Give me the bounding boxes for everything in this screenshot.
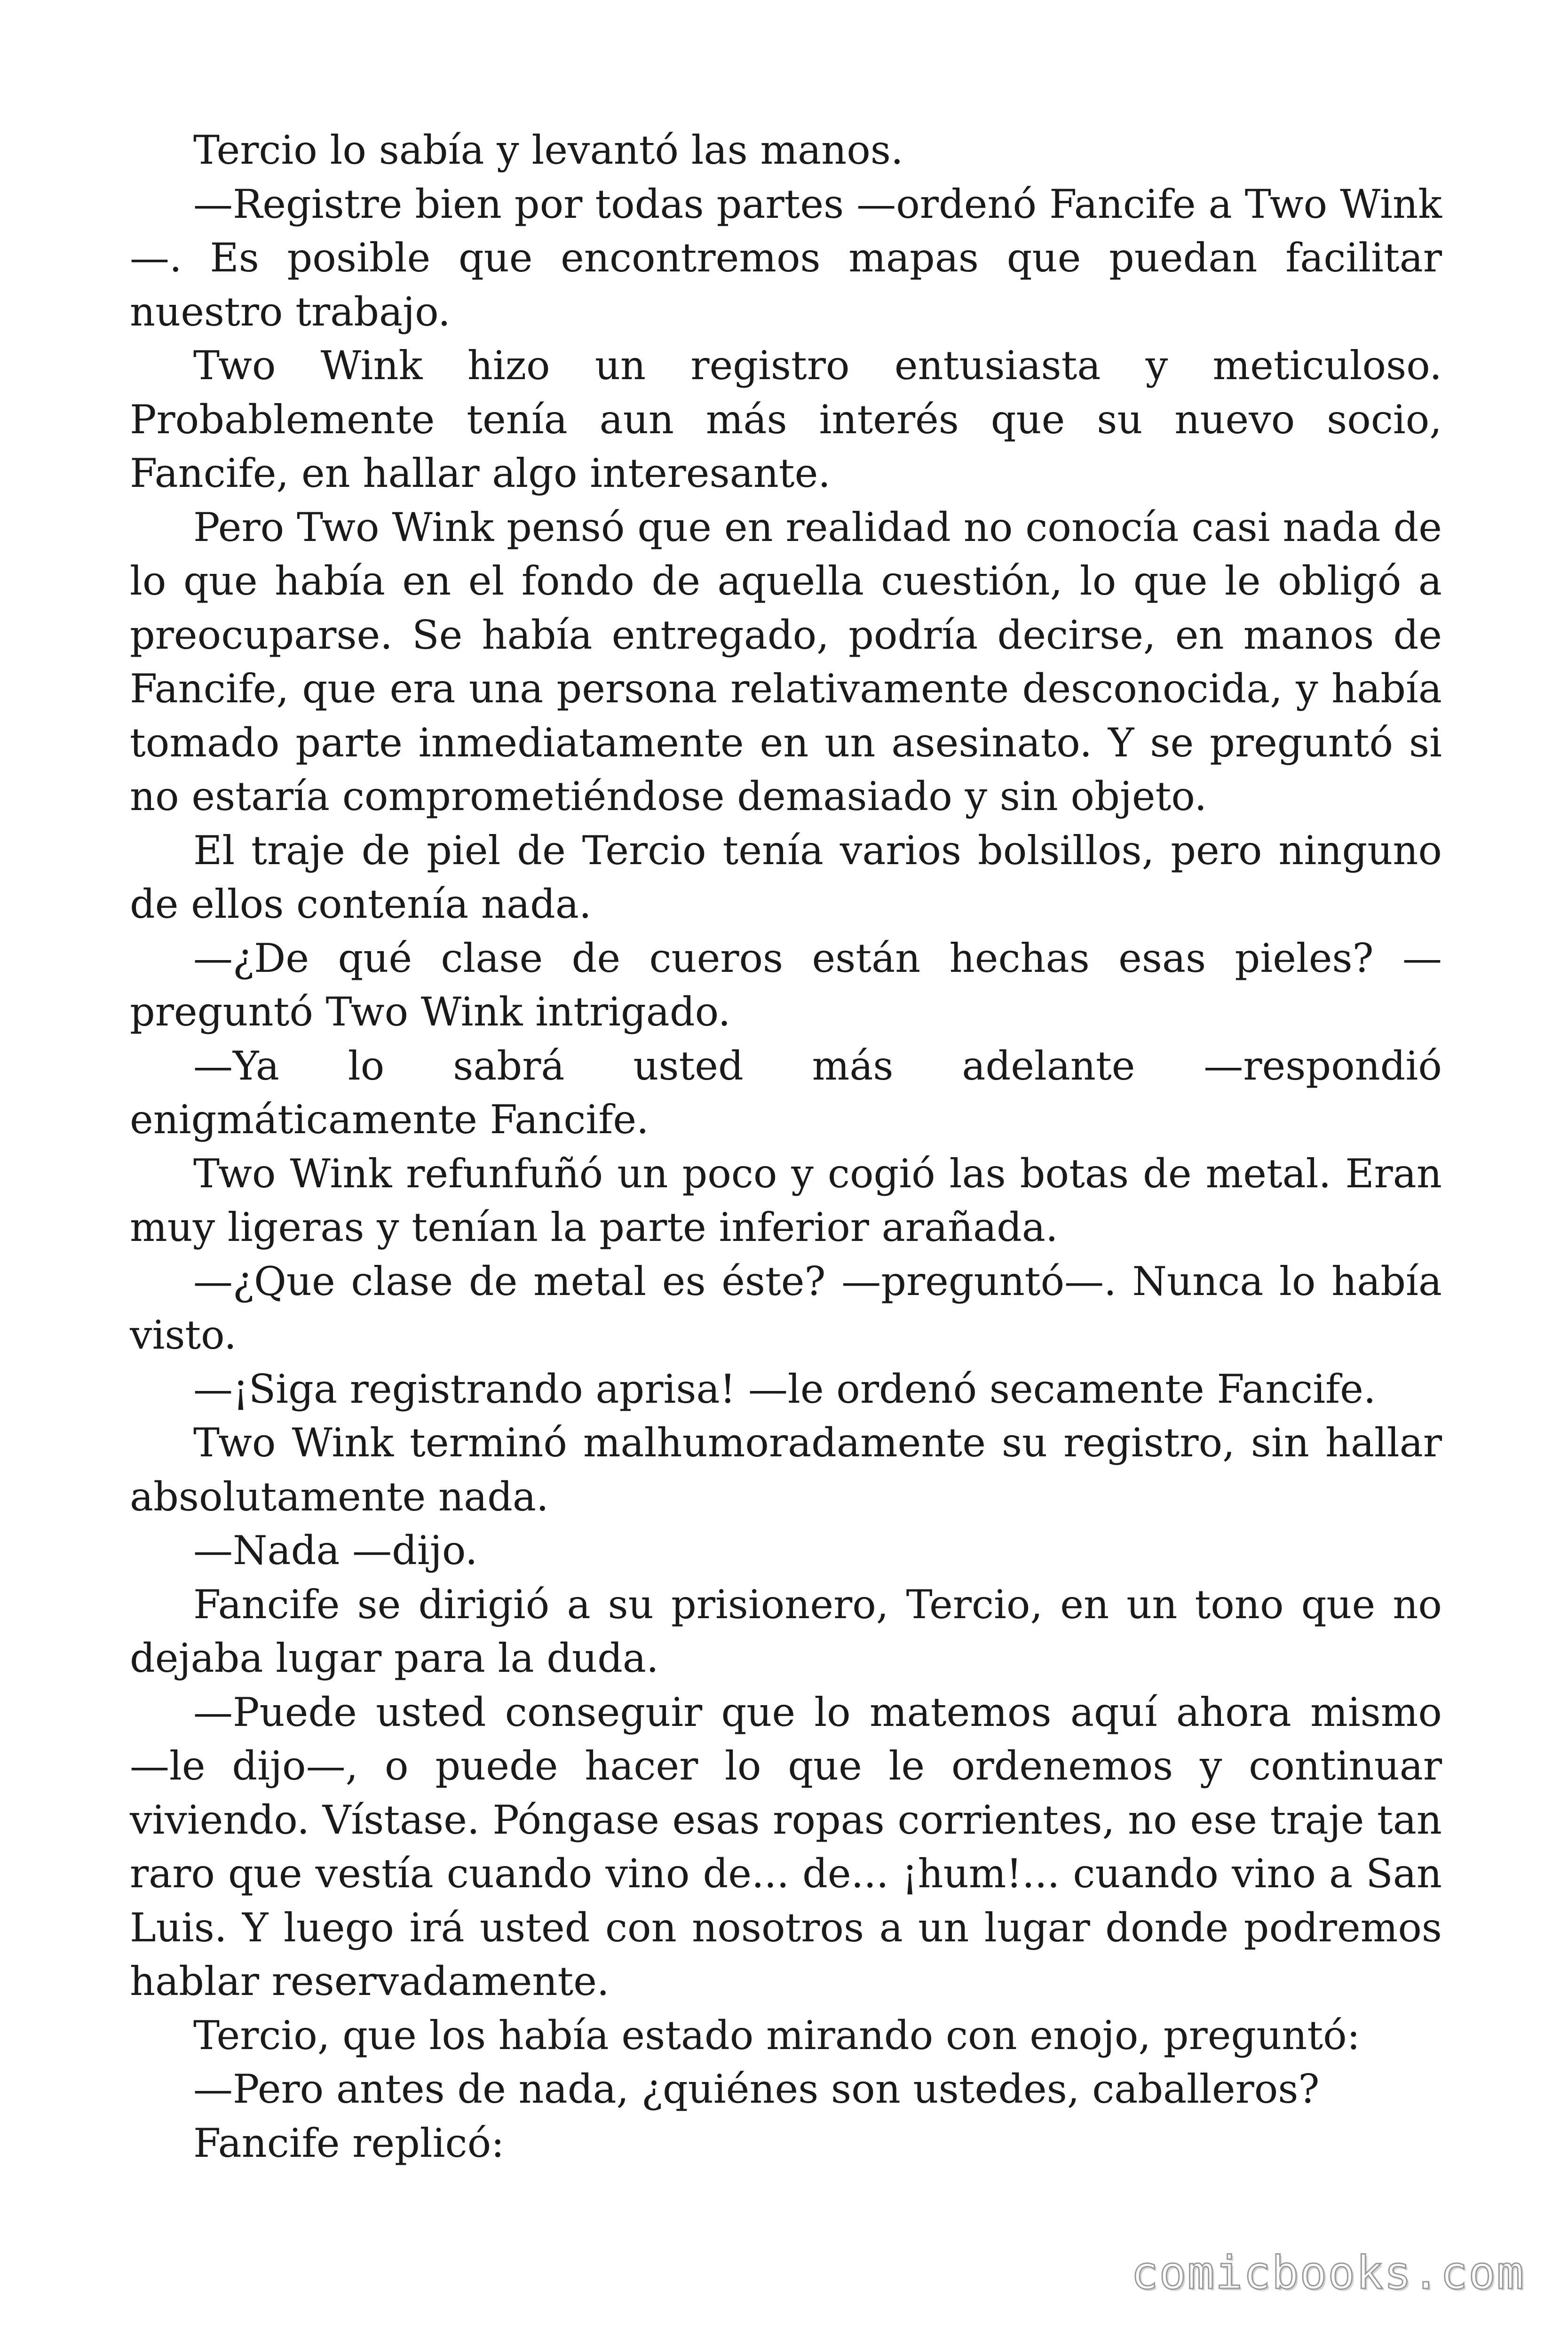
page-body [130,123,1442,2170]
paragraph: —Puede usted conseguir que lo matemos aquí ahora mismo —le dijo—, o puede hacer lo que le ordenemos y continuar viviendo. Vístase. Póngase esas ropas corrientes, no ese traje tan raro que vestía cuando vino de... de... ¡hum!... cuando vino a San Luis. Y luego irá usted con nosotros a un lugar donde podremos hablar reservadamente. [130,1689,1442,2004]
paragraph: —¿Que clase de metal es éste? —preguntó—. Nunca lo había visto. [130,1258,1442,1358]
paragraph: —Ya lo sabrá usted más adelante —respondió enigmáticamente Fancife. [130,1042,1442,1143]
paragraph: Two Wink refunfuñó un poco y cogió las botas de metal. Eran muy ligeras y tenían la parte inferior arañada. [130,1150,1442,1250]
paragraph: Pero Two Wink pensó que en realidad no conocía casi nada de lo que había en el fondo de aquella cuestión, lo que le obligó a preocuparse. Se había entregado, podría decirse, en manos de Fancife, que era una persona relativamente desconocida, y había tomado parte inmediatamente en un asesinato. Y se preguntó si no estaría comprometiéndose demasiado y sin objeto. [130,504,1442,819]
paragraph: Two Wink hizo un registro entusiasta y meticuloso. Probablemente tenía aun más interés que su nuevo socio, Fancife, en hallar algo interesante. [130,342,1442,496]
paragraph: Tercio, que los había estado mirando con enojo, preguntó: [193,2012,1361,2058]
paragraph: Two Wink terminó malhumoradamente su registro, sin hallar absolutamente nada. [130,1420,1442,1520]
paragraph: Tercio lo sabía y levantó las manos. [193,127,903,173]
paragraph: —Registre bien por todas partes —ordenó Fancife a Two Wink —. Es posible que encontremos mapas que puedan facilitar nuestro trabajo. [130,181,1442,335]
paragraph: Fancife se dirigió a su prisionero, Tercio, en un tono que no dejaba lugar para la duda. [130,1581,1442,1681]
paragraph: Fancife replicó: [193,2120,505,2166]
watermark: comicbooks.com [1131,2247,1525,2299]
paragraph: —¡Siga registrando aprisa! —le ordenó secamente Fancife. [193,1366,1376,1412]
paragraph: —Nada —dijo. [193,1527,478,1573]
paragraph: —Pero antes de nada, ¿quiénes son ustedes, caballeros? [193,2066,1320,2112]
paragraph: El traje de piel de Tercio tenía varios bolsillos, pero ninguno de ellos contenía nada. [130,827,1442,927]
paragraph: —¿De qué clase de cueros están hechas esas pieles? —preguntó Two Wink intrigado. [130,935,1442,1035]
